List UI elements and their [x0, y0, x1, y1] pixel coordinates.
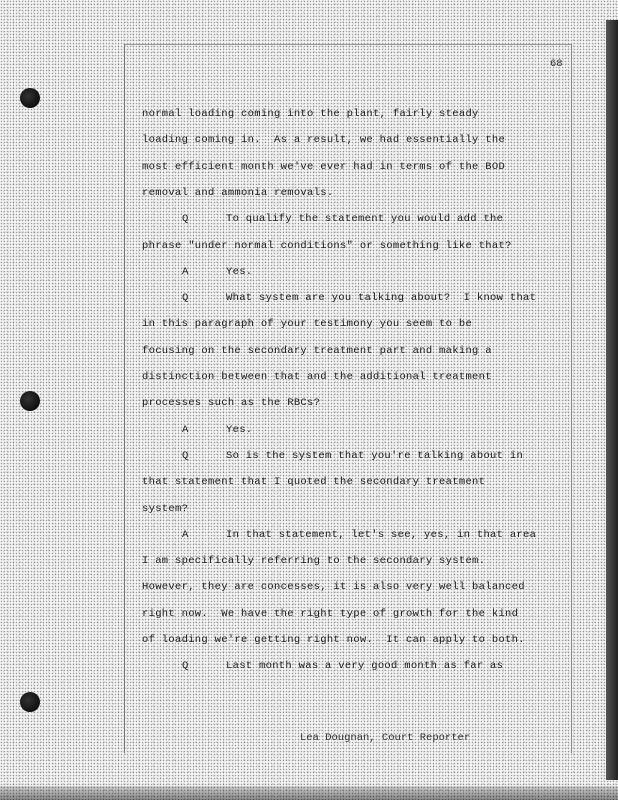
binder-hole-bottom — [20, 692, 40, 712]
transcript-line: focusing on the secondary treatment part and making a — [142, 344, 492, 357]
speaker-marker: Q — [182, 292, 189, 305]
transcript-line: normal loading coming into the plant, fairly steady — [142, 108, 479, 120]
transcript-line: Yes. — [226, 423, 253, 436]
transcript-line: loading coming in. As a result, we had essentially the — [142, 134, 506, 147]
transcript-line: However, they are concesses, it is also very well balanced — [142, 581, 525, 594]
page-bottom-shadow — [0, 786, 618, 800]
transcript-line: of loading we're getting right now. It can apply to both. — [142, 634, 525, 646]
speaker-marker: Q — [182, 660, 189, 673]
transcript-line: right now. We have the right type of growth for the kind — [142, 607, 519, 620]
transcript-line: most efficient month we've ever had in terms of the BOD — [142, 160, 506, 173]
speaker-marker: A — [182, 528, 189, 541]
page-edge-shadow — [606, 20, 618, 780]
transcript-line: processes such as the RBCs? — [142, 397, 321, 410]
speaker-marker: A — [182, 265, 189, 278]
transcript-line: in this paragraph of your testimony you seem to be — [142, 318, 473, 331]
binder-hole-top — [20, 88, 40, 108]
transcript-line: system? — [142, 502, 189, 515]
transcript-line: So is the system that you're talking about in — [226, 449, 524, 462]
speaker-marker: Q — [182, 449, 189, 462]
transcript-line: To qualify the statement you would add the — [226, 213, 504, 226]
binder-hole-middle — [20, 391, 40, 411]
transcript-line: I am specifically referring to the secondary system. — [142, 555, 486, 568]
transcript-line: removal and ammonia removals. — [142, 186, 334, 199]
transcript-line: that statement that I quoted the secondary treatment — [142, 476, 486, 489]
transcript-line: Yes. — [226, 265, 253, 278]
transcript-line: distinction between that and the additional treatment — [142, 371, 492, 383]
court-reporter-footer: Lea Dougnan, Court Reporter — [300, 732, 471, 744]
page-number: 68 — [550, 58, 563, 70]
transcript-line: In that statement, let's see, yes, in that area — [226, 528, 537, 541]
speaker-marker: A — [182, 423, 189, 436]
speaker-marker: Q — [182, 213, 189, 226]
transcript-line: Last month was a very good month as far as — [226, 660, 504, 673]
transcript-line: What system are you talking about? I know that — [226, 292, 537, 305]
transcript-line: phrase "under normal conditions" or something like that? — [142, 239, 512, 252]
